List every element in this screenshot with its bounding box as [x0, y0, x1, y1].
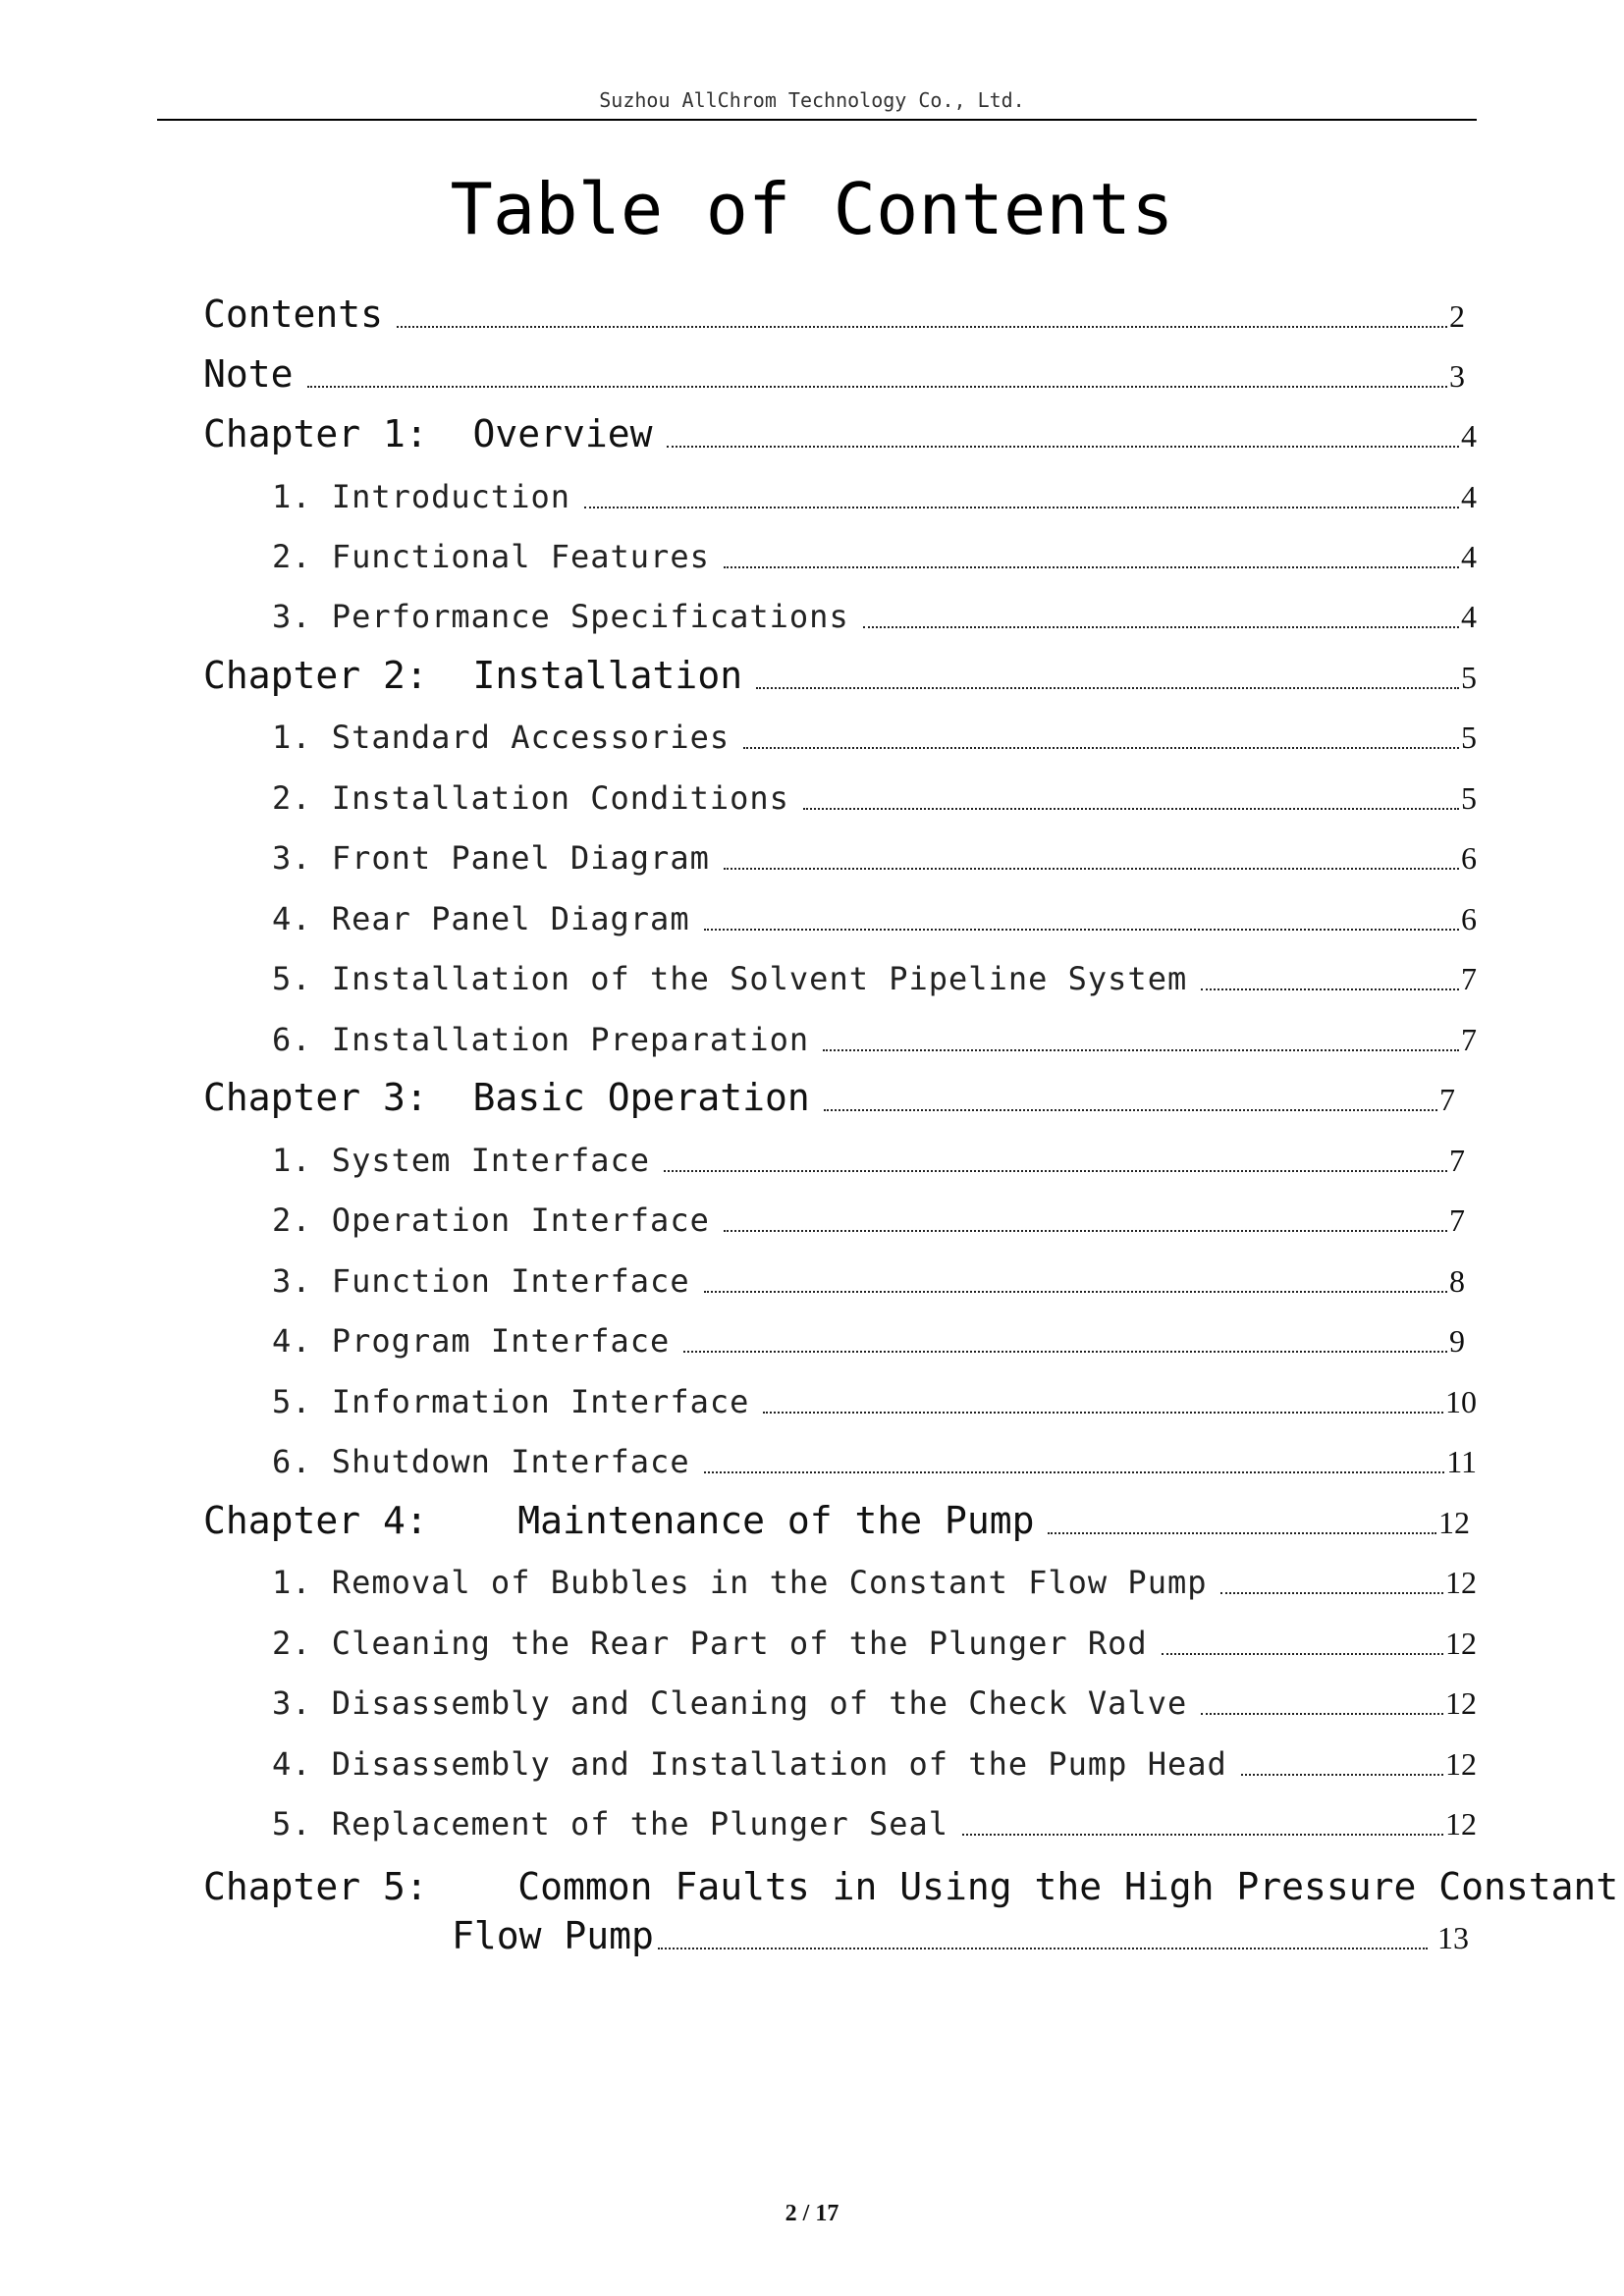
toc-entry-page: 7 [1449, 1143, 1465, 1178]
toc-leader [704, 929, 1459, 931]
toc-entry-label: Chapter 3: Basic Operation [203, 1076, 810, 1119]
toc-leader [756, 687, 1459, 689]
toc-entry-label: Chapter 5: Common Faults in Using the High Pressure Constant [203, 1865, 1619, 1908]
toc-entry-label: 5. Installation of the Solvent Pipeline System [272, 960, 1188, 997]
toc-entry-label: 3. Performance Specifications [272, 598, 849, 635]
toc-entry-page: 2 [1449, 298, 1465, 334]
toc-leader [803, 808, 1459, 810]
toc-entry[interactable] [272, 1736, 1477, 1784]
toc-entry[interactable] [272, 529, 1477, 576]
toc-entry-label: 2. Functional Features [272, 538, 710, 575]
toc-entry-page: 5 [1461, 660, 1477, 695]
toc-leader [724, 566, 1459, 568]
toc-leader [664, 1170, 1447, 1172]
toc-entry-page: 5 [1461, 720, 1477, 755]
toc-entry[interactable] [272, 1012, 1477, 1059]
toc-entry[interactable] [203, 1495, 1470, 1542]
toc-leader [1162, 1653, 1443, 1655]
toc-entry-page: 7 [1449, 1202, 1465, 1238]
toc-leader [724, 868, 1459, 870]
toc-entry-label: Chapter 4: Maintenance of the Pump [203, 1499, 1035, 1542]
toc-entry[interactable] [272, 589, 1477, 636]
toc-entry-label: Note [203, 352, 294, 396]
toc-entry-page: 4 [1461, 539, 1477, 574]
toc-entry[interactable] [272, 1434, 1477, 1481]
toc-entry[interactable] [203, 1072, 1455, 1119]
toc-entry-label: 5. Replacement of the Plunger Seal [272, 1805, 949, 1842]
toc-entry-page: 7 [1461, 961, 1477, 996]
toc-entry[interactable] [272, 1676, 1477, 1723]
toc-entry-label: 4. Disassembly and Installation of the Pump Head [272, 1745, 1227, 1783]
toc-entry-page: 9 [1449, 1323, 1465, 1359]
toc-entry-label: 2. Installation Conditions [272, 779, 789, 817]
toc-entry-label: 3. Front Panel Diagram [272, 839, 710, 877]
toc-leader [1201, 988, 1459, 990]
toc-entry[interactable] [203, 348, 1465, 396]
toc-entry-page: 12 [1445, 1685, 1477, 1721]
toc-entry-label: 4. Program Interface [272, 1322, 671, 1360]
toc-entry-label: Chapter 1: Overview [203, 412, 653, 455]
toc-leader [823, 1049, 1459, 1051]
toc-entry-label: 4. Rear Panel Diagram [272, 900, 690, 937]
toc-entry-label-continued: Flow Pump [452, 1914, 654, 1957]
toc-entry[interactable] [203, 289, 1465, 336]
toc-entry[interactable] [272, 771, 1477, 818]
toc-entry-label: 3. Disassembly and Cleaning of the Check Valve [272, 1684, 1188, 1722]
toc-entry-label: 3. Function Interface [272, 1262, 690, 1300]
toc-leader [863, 626, 1459, 628]
company-name: Suzhou AllChrom Technology Co., Ltd. [599, 88, 1025, 112]
toc-entry-page: 4 [1461, 479, 1477, 514]
toc-leader [307, 386, 1447, 388]
toc-entry[interactable] [272, 1313, 1465, 1361]
toc-entry[interactable] [272, 951, 1477, 998]
toc-leader [1048, 1532, 1436, 1534]
page-number: 2 / 17 [785, 2201, 839, 2226]
toc-entry-label: 5. Information Interface [272, 1383, 750, 1420]
toc-entry-label: 1. System Interface [272, 1142, 651, 1179]
toc-entry[interactable] [272, 469, 1477, 516]
toc-entry-page: 6 [1461, 901, 1477, 936]
toc-entry-page: 12 [1445, 1626, 1477, 1661]
toc-entry-label: 1. Standard Accessories [272, 719, 731, 756]
toc-leader [763, 1412, 1443, 1414]
toc-entry-label: 1. Introduction [272, 478, 570, 515]
toc-leader [658, 1948, 1428, 1949]
toc-entry-page: 7 [1439, 1082, 1455, 1117]
toc-leader [704, 1291, 1447, 1293]
toc-leader [683, 1351, 1447, 1353]
toc-entry[interactable] [272, 1193, 1465, 1240]
page-title: Table of Contents [450, 168, 1174, 250]
toc-entry-page: 13 [1437, 1920, 1469, 1955]
toc-entry-line-2 [452, 1910, 1477, 1957]
toc-leader [824, 1109, 1437, 1111]
toc-leader [1201, 1713, 1443, 1715]
toc-entry-page: 4 [1461, 599, 1477, 634]
toc-entry-chapter-5[interactable] [203, 1863, 1619, 1961]
toc-entry-label: 2. Operation Interface [272, 1201, 710, 1239]
toc-entry-label: 2. Cleaning the Rear Part of the Plunger Rod [272, 1625, 1148, 1662]
toc-entry[interactable] [272, 1555, 1477, 1602]
toc-leader [962, 1834, 1443, 1836]
toc-leader [1241, 1774, 1443, 1776]
toc-entry-page: 7 [1461, 1022, 1477, 1057]
toc-entry[interactable] [272, 710, 1477, 757]
toc-leader [724, 1230, 1447, 1232]
toc-entry[interactable] [272, 891, 1477, 938]
toc-leader [743, 747, 1459, 749]
toc-leader [584, 507, 1459, 508]
toc-entry[interactable] [203, 650, 1477, 697]
toc-entry[interactable] [272, 1374, 1477, 1421]
toc-entry-page: 6 [1461, 840, 1477, 876]
toc-entry[interactable] [272, 1133, 1465, 1180]
toc-entry-page: 12 [1438, 1505, 1470, 1540]
toc-leader [667, 446, 1459, 448]
toc-entry-label: 6. Shutdown Interface [272, 1443, 690, 1480]
toc-entry-page: 12 [1445, 1806, 1477, 1842]
toc-entry-label: 1. Removal of Bubbles in the Constant Flow Pump [272, 1564, 1208, 1601]
toc-entry-label: 6. Installation Preparation [272, 1021, 810, 1058]
toc-entry-page: 8 [1449, 1263, 1465, 1299]
toc-entry-page: 11 [1446, 1444, 1477, 1479]
toc-entry[interactable] [272, 1796, 1477, 1843]
toc-entry-page: 12 [1445, 1565, 1477, 1600]
toc-entry-page: 5 [1461, 780, 1477, 816]
toc-entry[interactable] [203, 408, 1477, 455]
toc-entry-label: Chapter 2: Installation [203, 654, 743, 697]
toc-entry[interactable] [272, 1254, 1465, 1301]
toc-entry-page: 3 [1449, 358, 1465, 394]
toc-leader [704, 1471, 1445, 1473]
toc-entry-page: 10 [1445, 1384, 1477, 1419]
toc-entry[interactable] [272, 1616, 1477, 1663]
toc-leader [1220, 1592, 1443, 1594]
toc-entry-label: Contents [203, 293, 384, 336]
toc-entry-page: 12 [1445, 1746, 1477, 1782]
toc-entry[interactable] [272, 830, 1477, 878]
toc-entry-page: 4 [1461, 418, 1477, 454]
toc-leader [397, 326, 1447, 328]
